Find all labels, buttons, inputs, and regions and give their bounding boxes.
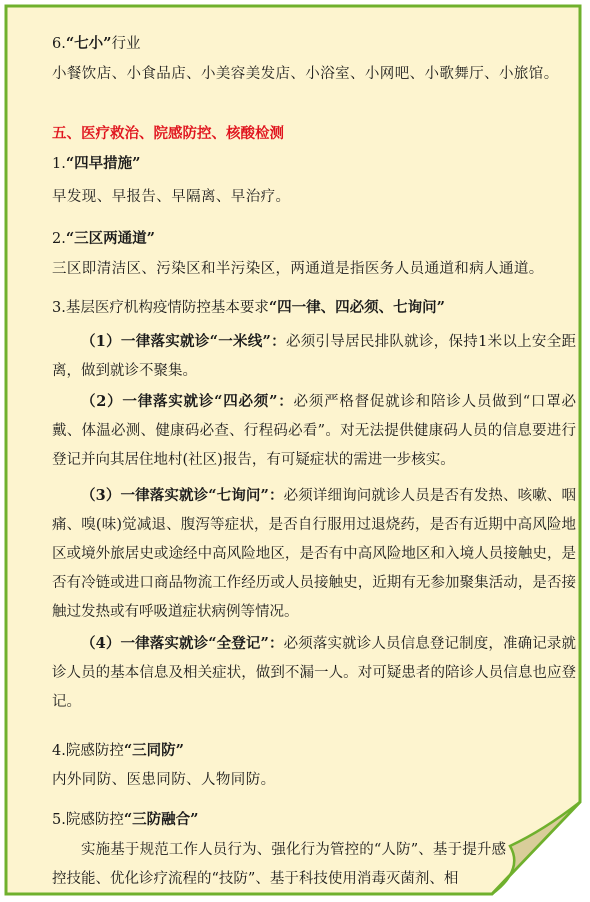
item-1-body: 早发现、早报告、早隔离、早治疗。 [52,189,291,205]
item-4-body: 内外同防、医患同防、人物同防。 [52,772,276,788]
item-3-paragraph-4: （4）一律落实就诊“全登记”：必须落实就诊人员信息登记制度，准确记录就诊人员的基本信息及相关症状，做到不漏一人。对可疑患者的陪诊人员信息也应登记。 [52,635,576,710]
item-1-heading: 1.“四早措施” [52,155,141,172]
item-2-heading: 2.“三区两通道” [52,230,156,247]
item-5-heading: 5.院感防控“三防融合” [52,811,199,828]
item-2-body: 三区即清洁区、污染区和半污染区，两通道是指医务人员通道和病人通道。 [52,261,544,277]
item-6-body: 小餐饮店、小食品店、小美容美发店、小浴室、小网吧、小歌舞厅、小旅馆。 [52,66,559,82]
item-3-paragraph-3: （3）一律落实就诊“七询问”：必须详细询问就诊人员是否有发热、咳嗽、咽痛、嗅(味)觉减退、腹泻等症状，是否自行服用过退烧药，是否有近期中高风险地区或境外旅居史或途经中高风险地区，是否有中高风险地区和入境人员接触史，是否有冷链或进口商品物流工作经历或人员接触史，近期有无参加聚集活动，是否接触过发热或有呼吸道症状病例等情况。 [52,487,576,620]
sticky-note-card [4,4,584,896]
item-3-paragraph-1: （1）一律落实就诊“一米线”：必须引导居民排队就诊，保持1米以上安全距离，做到就诊不聚集。 [52,333,576,379]
item-5-body: 实施基于规范工作人员行为、强化行为管控的“人防”、基于提升感控技能、优化诊疗流程的“技防”、基于科技使用消毒灭菌剂、相 [52,842,506,887]
item-3-heading: 3.基层医疗机构疫情防控基本要求“四一律、四必须、七询问” [52,299,446,316]
section-5-heading: 五、医疗救治、院感防控、核酸检测 [52,125,284,142]
item-4-heading: 4.院感防控“三同防” [52,742,185,759]
item-3-paragraph-2: （2）一律落实就诊“四必须”：必须严格督促就诊和陪诊人员做到“口罩必戴、体温必测、健康码必查、行程码必看”。对无法提供健康码人员的信息要进行登记并向其居住地村(社区)报告，有可疑症状的需进一步核实。 [52,393,576,468]
item-6-heading: 6.“七小”行业 [52,35,141,52]
